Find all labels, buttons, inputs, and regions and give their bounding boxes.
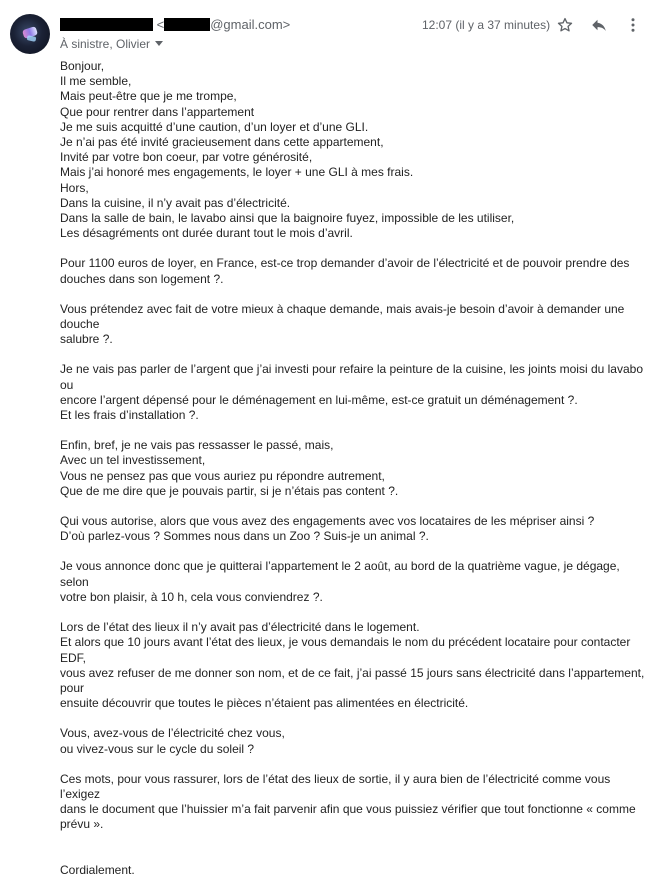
star-icon bbox=[556, 16, 574, 34]
body-line: Je me suis acquitté d’une caution, d’un loyer et d’une GLI. bbox=[60, 119, 369, 134]
body-line: Pour 1100 euros de loyer, en France, est-ce trop demander d’avoir de l’électricité et de pouvoir prendre des bbox=[60, 256, 630, 271]
paragraph bbox=[60, 620, 650, 711]
paragraph bbox=[60, 772, 650, 833]
body-line: Que de me dire que je pouvais partir, si je n’étais pas content ?. bbox=[60, 483, 399, 498]
sender-email-domain: @gmail.com> bbox=[210, 17, 291, 32]
body-line: ou vivez-vous sur le cycle du soleil ? bbox=[60, 741, 255, 756]
body-line: Ces mots, pour vous rassurer, lors de l’état des lieux de sortie, il y aura bien de l’électricité comme vous l’exigez bbox=[60, 771, 611, 801]
body-line: Vous, avez-vous de l’électricité chez vous, bbox=[60, 726, 285, 741]
paragraph bbox=[60, 514, 650, 544]
paragraph bbox=[60, 362, 650, 423]
body-line: Qui vous autorise, alors que vous avez des engagements avec vos locataires de les mépriser ainsi ? bbox=[60, 514, 595, 529]
sender-email-open: < bbox=[156, 17, 165, 32]
sender-avatar[interactable] bbox=[10, 14, 50, 54]
body-line: prévu ». bbox=[60, 817, 104, 832]
body-line: Hors, bbox=[60, 180, 89, 195]
body-line: Vous ne pensez pas que vous auriez pu répondre autrement, bbox=[60, 468, 385, 483]
message-header bbox=[0, 0, 661, 60]
body-line: Dans la cuisine, il n’y avait pas d’électricité. bbox=[60, 195, 291, 210]
paragraph bbox=[60, 559, 650, 605]
body-line: votre bon plaisir, à 10 h, cela vous conviendrez ?. bbox=[60, 589, 323, 604]
paragraph bbox=[60, 438, 650, 499]
body-line: Il me semble, bbox=[60, 74, 132, 89]
recipients-label: À sinistre, Olivier bbox=[60, 37, 151, 51]
paragraph bbox=[60, 74, 650, 241]
paragraph bbox=[60, 726, 650, 756]
body-line: encore l’argent dépensé pour le déménagement en lui-même, est-ce gratuit un déménagement ?. bbox=[60, 392, 578, 407]
message-body bbox=[60, 59, 650, 878]
body-line: salubre ?. bbox=[60, 332, 113, 347]
star-button[interactable] bbox=[552, 12, 578, 38]
more-vert-icon bbox=[624, 16, 642, 34]
closing: Cordialement. bbox=[60, 862, 135, 877]
redacted-sender-email bbox=[164, 18, 210, 31]
body-line: Je ne vais pas parler de l’argent que j’ai investi pour refaire la peinture de la cuisine, les joints moisi du lavabo ou bbox=[60, 362, 643, 392]
body-line: Mais j’ai honoré mes engagements, le loyer + une GLI à mes frais. bbox=[60, 165, 414, 180]
chevron-down-icon[interactable] bbox=[155, 41, 163, 46]
body-line: Avec un tel investissement, bbox=[60, 453, 206, 468]
body-line: Que pour rentrer dans l’appartement bbox=[60, 104, 255, 119]
body-line: Et alors que 10 jours avant l’état des lieux, je vous demandais le nom du précédent locataire pour contacter EDF, bbox=[60, 635, 631, 665]
body-line: vous avez refuser de me donner son nom, et de ce fait, j’ai passé 15 jours sans électricité dans l’appartement, pour bbox=[60, 665, 645, 695]
message-time: 12:07 (il y a 37 minutes) bbox=[422, 18, 551, 32]
reply-icon bbox=[590, 16, 608, 34]
body-line: ensuite découvrir que toutes le pièces n’étaient pas alimentées en électricité. bbox=[60, 696, 469, 711]
body-line: Vous prétendez avec fait de votre mieux à chaque demande, mais avais-je besoin d’avoir à demander une douche bbox=[60, 301, 625, 332]
body-line: Je n’ai pas été invité gracieusement dans cette appartement, bbox=[60, 135, 384, 150]
paragraph bbox=[60, 256, 650, 286]
body-line: douches dans son logement ?. bbox=[60, 271, 224, 286]
body-line: Mais peut-être que je me trompe, bbox=[60, 89, 237, 104]
paragraph bbox=[60, 302, 650, 348]
body-line: Dans la salle de bain, le lavabo ainsi que la baignoire fuyez, impossible de les utiliser, bbox=[60, 211, 515, 226]
recipients-toggle[interactable] bbox=[60, 37, 163, 51]
body-line: dans le document que l’huissier m’a fait parvenir afin que vous puissiez vérifier que tout fonctionne « comme bbox=[60, 802, 636, 817]
more-options-button[interactable] bbox=[620, 12, 646, 38]
body-line: Lors de l’état des lieux il n’y avait pas d’électricité dans le logement. bbox=[60, 620, 420, 635]
redacted-sender-name bbox=[60, 18, 153, 31]
body-line: Enfin, bref, je ne vais pas ressasser le passé, mais, bbox=[60, 438, 334, 453]
sender-line[interactable] bbox=[60, 17, 290, 33]
body-line: Et les frais d’installation ?. bbox=[60, 408, 199, 423]
reply-button[interactable] bbox=[586, 12, 612, 38]
body-line: D’où parlez-vous ? Sommes nous dans un Zoo ? Suis-je un animal ?. bbox=[60, 529, 429, 544]
avatar-image-detail bbox=[27, 35, 37, 42]
body-line: Invité par votre bon coeur, par votre générosité, bbox=[60, 150, 313, 165]
body-line: Les désagréments ont durée durant tout le mois d’avril. bbox=[60, 226, 353, 241]
body-line: Je vous annonce donc que je quitterai l’appartement le 2 août, au bord de la quatrième vague, je dégage, selon bbox=[60, 559, 620, 589]
greeting: Bonjour, bbox=[60, 59, 105, 73]
